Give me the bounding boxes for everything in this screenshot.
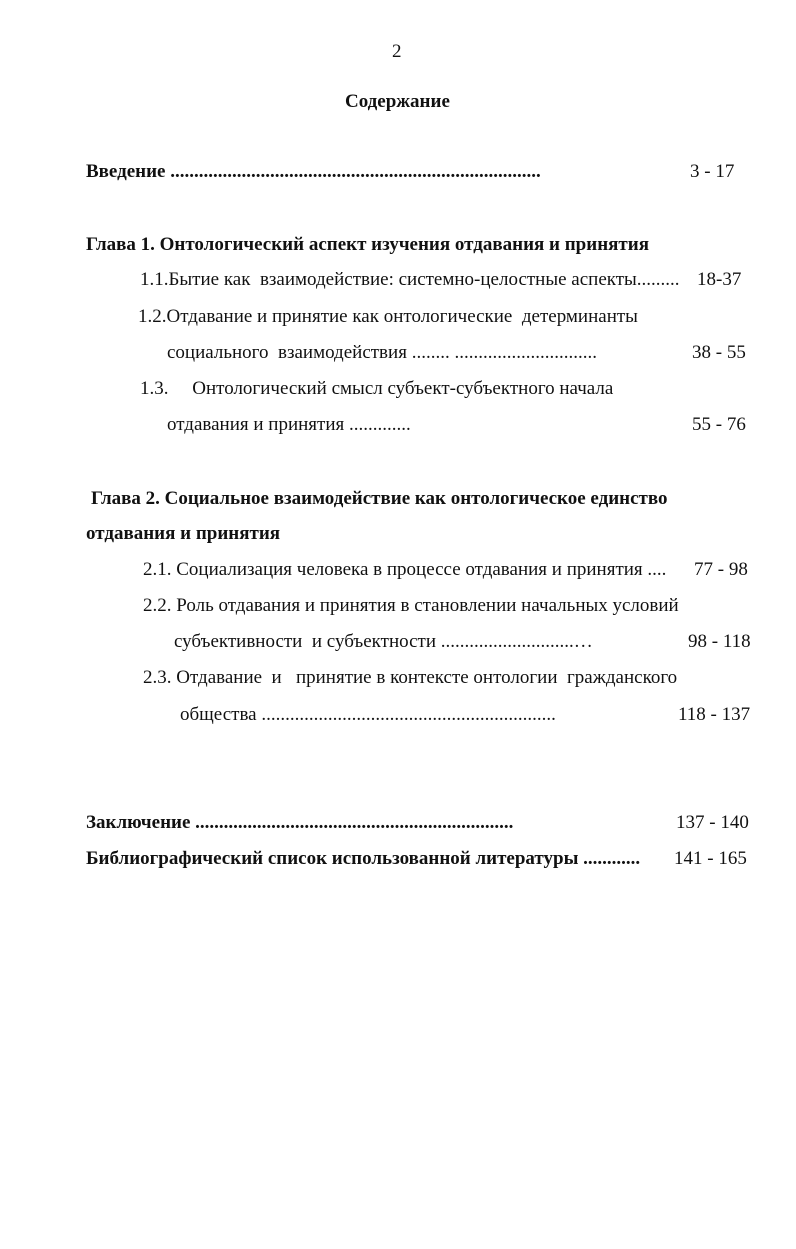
toc-entry-pages: 137 - 140 bbox=[676, 812, 749, 833]
toc-entry-text: Библиографический список использованной литературы ............ bbox=[86, 848, 641, 869]
chapter-2-title-line2: отдавания и принятия bbox=[86, 523, 281, 544]
toc-entry-text-line1: 1.2.Отдавание и принятие как онтологические детерминанты bbox=[138, 306, 638, 327]
toc-entry-text: Заключение ................................................................... bbox=[86, 812, 514, 833]
toc-entry-pages: 55 - 76 bbox=[692, 414, 746, 435]
chapter-1-title: Глава 1. Онтологический аспект изучения отдавания и принятия bbox=[86, 234, 649, 255]
toc-entry-pages: 118 - 137 bbox=[678, 704, 751, 725]
toc-entry-text-line1: 1.3. Онтологический смысл субъект-субъектного начала bbox=[140, 378, 614, 399]
toc-entry-text-line1: 2.2. Роль отдавания и принятия в становлении начальных условий bbox=[143, 595, 679, 616]
toc-entry-pages: 77 - 98 bbox=[694, 559, 748, 580]
toc-entry-pages: 141 - 165 bbox=[674, 848, 747, 869]
toc-entry-pages: 18-37 bbox=[697, 269, 742, 290]
toc-entry-pages: 98 - 118 bbox=[688, 631, 751, 652]
toc-entry-text: 2.1. Социализация человека в процессе отдавания и принятия .... bbox=[143, 559, 667, 580]
toc-entry-pages: 38 - 55 bbox=[692, 342, 746, 363]
toc-entry-text-line1: 2.3. Отдавание и принятие в контексте онтологии гражданского bbox=[143, 667, 678, 688]
toc-entry-text-line2: общества .............................................................. bbox=[180, 704, 556, 725]
page-number: 2 bbox=[392, 41, 402, 62]
page-title: Содержание bbox=[345, 91, 450, 112]
toc-entry-text: Введение .............................................................................. bbox=[86, 161, 541, 182]
toc-entry-text-line2: социального взаимодействия ........ .............................. bbox=[167, 342, 597, 363]
toc-entry-text-line2: субъективности и субъектности ............................… bbox=[174, 631, 593, 652]
toc-entry-pages: 3 - 17 bbox=[690, 161, 735, 182]
chapter-2-title-line1: Глава 2. Социальное взаимодействие как онтологическое единство bbox=[91, 488, 668, 509]
toc-entry-text-line2: отдавания и принятия ............. bbox=[167, 414, 411, 435]
toc-entry-text: 1.1.Бытие как взаимодействие: системно-целостные аспекты......... bbox=[140, 269, 680, 290]
